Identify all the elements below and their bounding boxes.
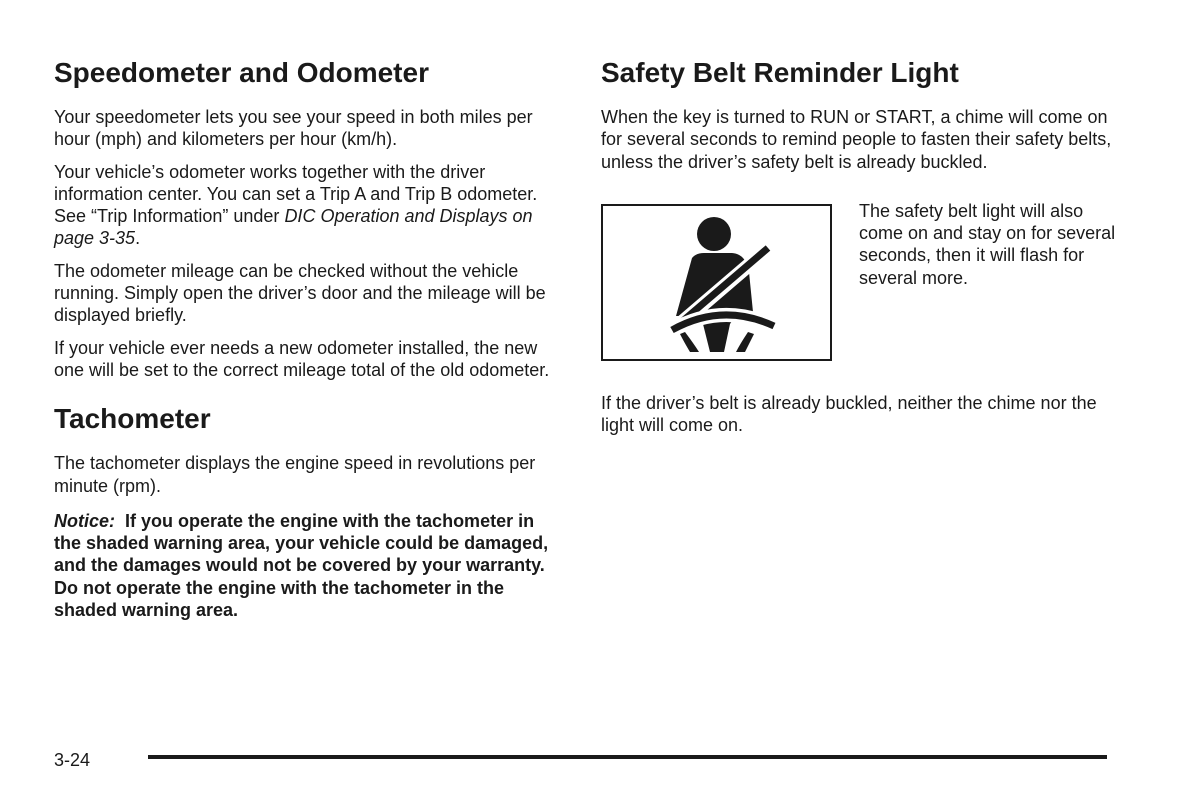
speedometer-heading: Speedometer and Odometer <box>54 57 429 88</box>
odometer-text-end: . <box>135 228 141 249</box>
seatbelt-icon <box>652 212 782 352</box>
right-column <box>601 55 1116 436</box>
odometer-text: Your vehicle’s odometer works together with the driver information center. You can set a Trip A and Trip B odometer. See “Trip Information” under <box>54 161 538 227</box>
speedometer-paragraph-1: Your speedometer lets you see your speed in both miles per hour (mph) and kilometers per hour (km/h). <box>54 107 533 150</box>
tachometer-notice <box>54 510 564 621</box>
odometer-replacement-paragraph: If your vehicle ever needs a new odometer installed, the new one will be set to the correct mileage total of the old odometer. <box>54 337 550 380</box>
notice-label: Notice: <box>54 510 116 531</box>
notice-text: If you operate the engine with the tachometer in the shaded warning area, your vehicle could be damaged, and the damages would not be covered by your warranty. Do not operate the engine with the tachometer in the shaded warning area. <box>54 510 549 621</box>
left-column <box>54 55 564 621</box>
safety-belt-heading: Safety Belt Reminder Light <box>601 57 959 88</box>
safety-belt-paragraph-1: When the key is turned to RUN or START, a chime will come on for several seconds to remind people to fasten their safety belts, unless the driver’s safety belt is already buckled. <box>601 107 1112 172</box>
tachometer-heading: Tachometer <box>54 403 211 435</box>
seatbelt-figure <box>601 204 832 361</box>
safety-belt-paragraph-2: If the driver’s belt is already buckled, neither the chime nor the light will come on. <box>601 392 1097 436</box>
odometer-mileage-paragraph: The odometer mileage can be checked without the vehicle running. Simply open the driver’s door and the mileage will be displayed briefly. <box>54 260 546 326</box>
safety-belt-figure-row <box>601 200 1116 361</box>
seatbelt-figure-caption: The safety belt light will also come on and stay on for several seconds, then it will flash for several more. <box>859 200 1116 288</box>
page-number: 3-24 <box>54 750 91 770</box>
dic-reference-link[interactable]: DIC Operation and Displays on page 3-35 <box>54 206 533 249</box>
footer-divider <box>148 755 1107 759</box>
tachometer-paragraph: The tachometer displays the engine speed in revolutions per minute (rpm). <box>54 453 536 496</box>
odometer-paragraph <box>54 161 564 250</box>
